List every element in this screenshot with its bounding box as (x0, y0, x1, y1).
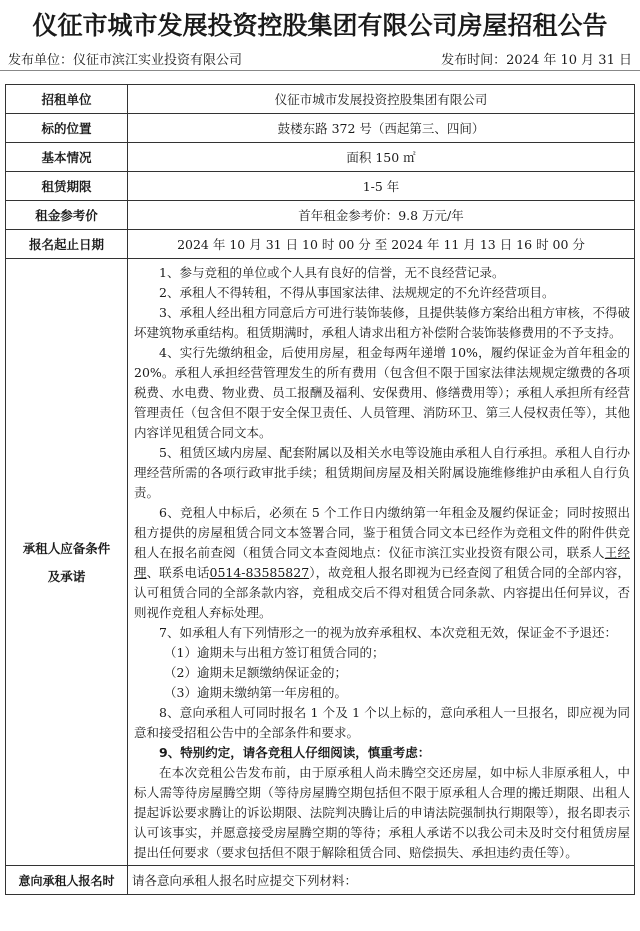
term-paragraph: 2、承租人不得转租，不得从事国家法律、法规规定的不允许经营项目。 (159, 285, 555, 300)
publish-time: 发布时间：2024 年 10 月 31 日 (441, 53, 632, 68)
row-value: 仪征市城市发展投资控股集团有限公司 (128, 85, 635, 114)
term-text: ），故竞租人报名即视为已经查阅了租赁合同的全部内容，认可租赁合同的全部条款内容，竞租成交后不得对租赁合同条款、内容提出任何异议，否则视作竞租人弃标处理。 (134, 565, 630, 620)
row-label: 意向承租人报名时 (6, 866, 128, 895)
table-row (6, 114, 635, 143)
term-paragraph: 5、租赁区域内房屋、配套附属以及相关水电等设施由承租人自行承担。承租人自行办理经营所需的各项行政审批手续；租赁期间房屋及相关附属设施维修维护由承租人自行负责。 (134, 445, 630, 500)
row-label: 招租单位 (6, 85, 128, 114)
special-terms-heading: 9、特别约定，请各竞租人仔细阅读，慎重考虑： (159, 745, 431, 760)
term-subitem: （1）逾期未与出租方签订租赁合同的； (164, 645, 385, 660)
table-row (6, 201, 635, 230)
term-paragraph (134, 503, 630, 623)
contact-phone: 0514-83585827 (209, 565, 310, 580)
terms-row (6, 259, 635, 866)
table-row (6, 143, 635, 172)
term-paragraph: 8、意向承租人可同时报名 1 个及 1 个以上标的，意向承租人一旦报名，即应视为同意和接受招租公告中的全部条件和要求。 (134, 705, 630, 740)
terms-label-line: 承租人应备条件 (22, 541, 111, 556)
row-label: 租赁期限 (6, 172, 128, 201)
term-paragraph: 3、承租人经出租方同意后方可进行装饰装修，且提供装修方案给出租方审核，不得破坏建筑物承重结构。租赁期满时，承租人请求出租方补偿附合装饰装修费用的不予支持。 (134, 305, 630, 340)
row-label: 标的位置 (6, 114, 128, 143)
row-value: 请各意向承租人报名时应提交下列材料： (128, 866, 635, 895)
row-value: 鼓楼东路 372 号（西起第三、四间） (128, 114, 635, 143)
table-row (6, 172, 635, 201)
separator-line (0, 70, 640, 71)
term-subitem: （2）逾期未足额缴纳保证金的； (164, 665, 347, 680)
contact-person: 王经理 (134, 545, 630, 580)
row-value: 面积 150 ㎡ (128, 143, 635, 172)
term-paragraph: 4、实行先缴纳租金，后使用房屋，租金每两年递增 10%，履约保证金为首年租金的 20%。承租人承担经营管理发生的所有费用（包含但不限于国家法律法规规定缴费的各项税费、水电费、物业费、员工报酬及福利、安保费用、修缮费用等）；承租人承担所有经营管理责任（包含但不限于安全保卫责任、人员管理、消防环卫、第三人侵权责任等），其他内容详见租赁合同文本。 (134, 345, 630, 440)
notice-title: 仪征市城市发展投资控股集团有限公司房屋招租公告 (32, 11, 608, 40)
row-label: 租金参考价 (6, 201, 128, 230)
term-text: 6、竞租人中标后，必须在 5 个工作日内缴纳第一年租金及履约保证金；同时按照出租方提供的房屋租赁合同文本签署合同，鉴于租赁合同文本已经作为竞租文件的附件供竞租人在报名前查阅（租赁合同文本查阅地点：仪征市滨江实业投资有限公司，联系人 (134, 505, 630, 560)
row-label: 报名起止日期 (6, 230, 128, 259)
row-value: 1-5 年 (128, 172, 635, 201)
terms-label (6, 259, 128, 866)
term-paragraph: 7、如承租人有下列情形之一的视为放弃承租权、本次竞租无效，保证金不予退还： (159, 625, 617, 640)
term-paragraph: 在本次竞租公告发布前，由于原承租人尚未腾空交还房屋，如中标人非原承租人，中标人需等待房屋腾空期（等待房屋腾空期包括但不限于原承租人合理的搬迁期限、出租人提起诉讼要求腾让的诉讼期限、法院判决腾让后的申请法院强制执行期限等），报名即表示认可该事实，并愿意接受房屋腾空期的等待；承租人承诺不以我公司未及时交付租赁房屋提出任何要求（要求包括但不限于解除租赁合同、赔偿损失、承担违约责任等）。 (134, 765, 630, 860)
row-value: 首年租金参考价：9.8 万元/年 (128, 201, 635, 230)
term-paragraph: 1、参与竞租的单位或个人具有良好的信誉，无不良经营记录。 (159, 265, 505, 280)
table-row (6, 85, 635, 114)
term-subitem: （3）逾期未缴纳第一年房租的。 (164, 685, 347, 700)
table-row (6, 866, 635, 895)
row-value: 2024 年 10 月 31 日 10 时 00 分 至 2024 年 11 月 13 日 16 时 00 分 (128, 230, 635, 259)
publisher: 发布单位：仪征市滨江实业投资有限公司 (8, 53, 243, 68)
term-text: 、联系电话 (146, 565, 210, 580)
row-label: 基本情况 (6, 143, 128, 172)
table-row (6, 230, 635, 259)
terms-content (128, 259, 635, 866)
terms-label-line: 及承诺 (47, 569, 86, 584)
notice-table (5, 84, 635, 895)
